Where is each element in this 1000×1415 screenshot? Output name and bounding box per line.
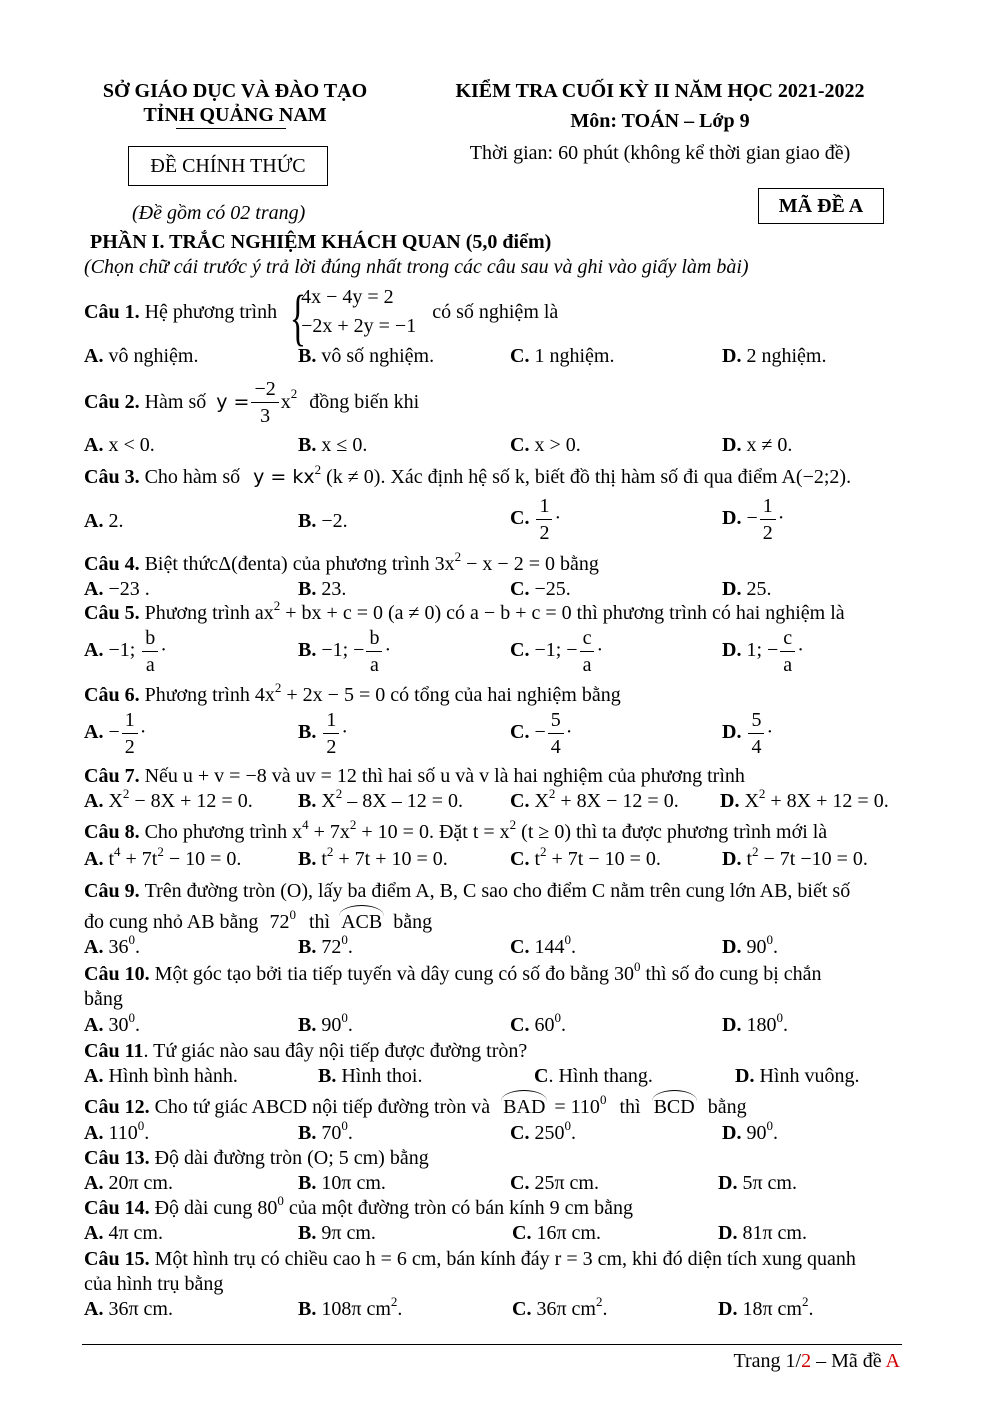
option-a: A. 2. (84, 510, 124, 532)
question-label: Câu 15. (84, 1248, 150, 1270)
question-4: Câu 4. Biệt thứcΔ(đenta) của phương trình $3x^2 - x - 2 = 0$ bằng (84, 549, 599, 575)
option-b: B. $70^0$. (298, 1118, 353, 1144)
question-text: Biệt thức (144, 553, 219, 575)
question-label: Câu 14. (84, 1197, 150, 1219)
question-text: (k ≠ 0). Xác định hệ số k, biết đồ thị hàm số đi qua điểm A(−2;2). (326, 466, 852, 488)
question-text: đồng biến khi (309, 390, 420, 413)
question-text: Trên đường tròn (O), lấy ba điểm A, B, C sao cho điểm C nằm trên cung lớn AB, biết số (144, 880, 851, 902)
question-6: Câu 6. Phương trình $4x^2 + 2x - 5 = 0$ có tổng của hai nghiệm bằng (84, 680, 621, 706)
delta-symbol: Δ (218, 553, 232, 575)
variable-x: x (280, 390, 291, 413)
question-8: Câu 8. Cho phương trình $x^4 + 7x^2 + 10 = 0$. Đặt $t = x^2$ (t ≥ 0) thì ta được phương trình mới là (84, 817, 828, 843)
question-text: Cho tứ giác ABCD nội tiếp đường tròn và (154, 1096, 491, 1118)
question-15 (84, 1248, 856, 1271)
option-b: B. −2. (298, 510, 348, 532)
question-label: Câu 2. (84, 390, 140, 413)
question-text: Cho hàm số (144, 466, 241, 488)
question-text: thì (308, 911, 331, 933)
option-d: D. − $\frac{1}{2}$ · (722, 495, 785, 544)
option-a: A. −1; $\frac{b}{a}$ · (84, 627, 167, 676)
question-text: (đenta) của phương trình 3x (231, 553, 455, 575)
question-10-cont: bằng (84, 988, 123, 1010)
question-text: Hàm số (144, 390, 207, 413)
question-text: của một đường tròn có bán kính 9 cm bằng (283, 1197, 633, 1219)
question-3: Câu 3. Cho hàm số $y = kx^2$ (k ≠ 0). Xác định hệ số k, biết đồ thị hàm số đi qua điểm A(−2;2). (84, 462, 852, 488)
question-text: bằng (393, 911, 433, 933)
option-c: C. 25π cm. (510, 1172, 599, 1194)
option-a: A. 4π cm. (84, 1222, 163, 1244)
exam-code-badge: MÃ ĐỀ A (758, 188, 884, 224)
option-c: C. $t^2 + 7t - 10 = 0$. (510, 844, 661, 870)
equation-system (287, 283, 416, 341)
question-12: Câu 12. Cho tứ giác ABCD nội tiếp đường tròn và BAD = $110^0$ thì BCD bằng (84, 1092, 747, 1118)
question-text: Hệ phương trình (144, 300, 278, 323)
option-d: D. 81π cm. (718, 1222, 807, 1244)
q3-options (0, 496, 1000, 546)
question-text: − x − 2 = 0 bằng (461, 553, 599, 575)
question-label: Câu 10. (84, 963, 150, 985)
footer-code-label: – Mã đề (811, 1350, 886, 1372)
option-d: D. x ≠ 0. (722, 434, 793, 456)
question-label: Câu 4. (84, 553, 140, 575)
option-b: B. 108π $cm^2$. (298, 1294, 403, 1320)
option-c: C. Hình thang. (534, 1065, 653, 1087)
arc-acb: ACB (341, 911, 383, 933)
question-label: Câu 12. (84, 1096, 150, 1118)
fraction: $\frac{-2}{3}$ (251, 379, 278, 426)
question-14: Câu 14. Độ dài cung $80^0$ của một đường tròn có bán kính 9 cm bằng (84, 1193, 633, 1219)
question-text: bằng (707, 1096, 747, 1118)
function-lhs: y = (216, 391, 250, 413)
function-expr: y = kx (253, 466, 315, 488)
q5-options (0, 628, 1000, 680)
q6-options (0, 710, 1000, 762)
degree-value: 72 (269, 911, 290, 933)
option-a: A. − $\frac{1}{2}$ · (84, 709, 147, 758)
official-badge: ĐỀ CHÍNH THỨC (128, 146, 328, 186)
pages-note: (Đề gồm có 02 trang) (132, 202, 306, 224)
question-label: Câu 6. (84, 684, 140, 706)
part1-title: PHẦN I. TRẮC NGHIỆM KHÁCH QUAN (5,0 điểm) (90, 231, 552, 253)
option-a: A. $110^0$. (84, 1118, 150, 1144)
question-1 (84, 283, 558, 341)
footer-page-total: 2 (801, 1350, 812, 1372)
option-d: D. 25. (722, 578, 772, 600)
question-7 (84, 765, 745, 788)
question-text: Độ dài đường tròn (O; 5 cm) bằng (154, 1147, 429, 1169)
option-d: D. 2 nghiệm. (722, 345, 827, 367)
option-c: C. $144^0$. (510, 932, 576, 958)
header-underline (176, 128, 286, 129)
question-text: Nếu u + v = −8 và uv = 12 thì hai số u và v là hai nghiệm của phương trình (144, 765, 745, 787)
question-text: + bx + c = 0 (a ≠ 0) có a − b + c = 0 thì phương trình có hai nghiệm là (280, 602, 845, 624)
question-text: + 10 = 0. Đặt t = x (356, 821, 510, 843)
page-footer (734, 1350, 901, 1373)
option-c: C. x > 0. (510, 434, 581, 456)
footer-rule (82, 1344, 902, 1345)
option-c: C. −1; − $\frac{c}{a}$ · (510, 627, 604, 676)
option-b: B. $90^0$. (298, 1010, 353, 1036)
option-a: A. x < 0. (84, 434, 155, 456)
question-9 (84, 880, 850, 903)
option-b: B. 23. (298, 578, 347, 600)
option-a: A. $t^4 + 7t^2 - 10 = 0$. (84, 844, 242, 870)
question-10: Câu 10. Một góc tạo bởi tia tiếp tuyến và dây cung có số đo bằng $30^0$ thì số đo cung bị chắn (84, 959, 822, 985)
equation-2: −2x + 2y = −1 (301, 315, 417, 337)
exam-title: KIỂM TRA CUỐI KỲ II NĂM HỌC 2021-2022 (455, 80, 865, 102)
option-a: A. $X^2 - 8X + 12 = 0$. (84, 786, 253, 812)
option-b: B. vô số nghiệm. (298, 345, 435, 367)
arc-bcd: BCD (653, 1096, 695, 1118)
option-d: D. Hình vuông. (735, 1065, 860, 1087)
option-d: D. $180^0$. (722, 1010, 788, 1036)
option-b: B. $t^2 + 7t + 10 = 0$. (298, 844, 448, 870)
option-b: B. $X^2 - 8X - 12 = 0$. (298, 786, 464, 812)
option-b: B. $\frac{1}{2}$ · (298, 709, 349, 758)
question-text: đo cung nhỏ AB bằng (84, 911, 259, 933)
question-label: Câu 9. (84, 880, 140, 902)
option-c: C. $250^0$. (510, 1118, 576, 1144)
option-d: D. 18π $cm^2$. (718, 1294, 814, 1320)
question-label: Câu 1. (84, 300, 140, 323)
option-c: C. 1 nghiệm. (510, 345, 615, 367)
option-d: D. 5π cm. (718, 1172, 797, 1194)
option-c: C. $60^0$. (510, 1010, 566, 1036)
question-text: Độ dài cung 80 (154, 1197, 278, 1219)
question-2: Câu 2. Hàm số y = $\frac{-2}{3}$ x $^2$ đồng biến khi (84, 377, 420, 427)
option-a: A. vô nghiệm. (84, 345, 199, 367)
option-b: B. 9π cm. (298, 1222, 376, 1244)
footer-exam-code: A (885, 1350, 900, 1372)
question-label: Câu 5. (84, 602, 140, 624)
option-d: D. $X^2 + 8X + 12 = 0$. (720, 786, 889, 812)
option-c: C. 16π cm. (512, 1222, 601, 1244)
question-text: + 2x − 5 = 0 có tổng của hai nghiệm bằng (281, 684, 621, 706)
option-a: A. −23 . (84, 578, 150, 600)
option-a: A. Hình bình hành. (84, 1065, 238, 1087)
question-11 (84, 1040, 527, 1063)
question-text: (t ≥ 0) thì ta được phương trình mới là (516, 821, 828, 843)
question-text: Cho phương trình x (144, 821, 303, 843)
option-b: B. $72^0$. (298, 932, 353, 958)
option-b: B. Hình thoi. (318, 1065, 423, 1087)
option-c: C. 36π $cm^2$. (512, 1294, 608, 1320)
question-label: Câu 8. (84, 821, 140, 843)
option-c: C. $\frac{1}{2}$ · (510, 495, 562, 544)
option-a: A. $36^0$. (84, 932, 140, 958)
question-text: thì số đo cung bị chắn (640, 963, 822, 985)
option-b: B. x ≤ 0. (298, 434, 368, 456)
footer-page-prefix: Trang 1/ (733, 1350, 802, 1372)
question-label: Câu 7. (84, 765, 140, 787)
question-text: Phương trình ax (144, 602, 274, 624)
department-line-1: SỞ GIÁO DỤC VÀ ĐÀO TẠO (102, 80, 368, 102)
option-d: D. $90^0$. (722, 1118, 778, 1144)
part1-instruction: (Chọn chữ cái trước ý trả lời đúng nhất trong các câu sau và ghi vào giấy làm bài) (84, 256, 749, 278)
question-text: thì (619, 1096, 641, 1118)
option-b: B. −1; − $\frac{b}{a}$ · (298, 627, 392, 676)
angle-value: = 110 (554, 1096, 600, 1118)
option-a: A. $30^0$. (84, 1010, 140, 1036)
option-b: B. 10π cm. (298, 1172, 386, 1194)
subject-line: Môn: TOÁN – Lớp 9 (570, 110, 750, 132)
question-text: Phương trình 4x (144, 684, 275, 706)
question-text: Một góc tạo bởi tia tiếp tuyến và dây cung có số đo bằng 30 (154, 963, 634, 985)
option-c: C. $X^2 + 8X - 12 = 0$. (510, 786, 679, 812)
equation-1: { 4x − 4y = 2 (301, 286, 394, 308)
question-15-cont: của hình trụ bằng (84, 1273, 224, 1295)
question-text: Một hình trụ có chiều cao h = 6 cm, bán kính đáy r = 3 cm, khi đó diện tích xung quanh (154, 1248, 856, 1270)
question-5: Câu 5. Phương trình $ax^2$ + bx + c = 0 (a ≠ 0) có a − b + c = 0 thì phương trình có hai nghiệm là (84, 598, 845, 624)
question-label: Câu 11 (84, 1040, 144, 1062)
question-13 (84, 1147, 429, 1170)
option-c: C. −25. (510, 578, 571, 600)
option-d: D. $\frac{5}{4}$ · (722, 709, 774, 758)
option-d: D. $t^2 - 7t -10 = 0$. (722, 844, 868, 870)
time-note: Thời gian: 60 phút (không kể thời gian giao đề) (469, 142, 851, 164)
question-text: có số nghiệm là (432, 300, 559, 323)
question-label: Câu 3. (84, 466, 140, 488)
option-a: A. 36π cm. (84, 1298, 173, 1320)
option-a: A. 20π cm. (84, 1172, 173, 1194)
question-text: . Tứ giác nào sau đây nội tiếp được đường tròn? (143, 1040, 528, 1062)
question-label: Câu 13. (84, 1147, 150, 1169)
option-d: D. 1; − $\frac{c}{a}$ · (722, 627, 804, 676)
option-c: C. − $\frac{5}{4}$ · (510, 709, 573, 758)
department-line-2: TỈNH QUẢNG NAM (143, 104, 327, 126)
arc-bad: BAD (503, 1096, 546, 1118)
question-9-cont: đo cung nhỏ AB bằng $72^0$ thì ACB bằng (84, 907, 433, 933)
question-text: + 7x (308, 821, 350, 843)
option-d: D. $90^0$. (722, 932, 778, 958)
